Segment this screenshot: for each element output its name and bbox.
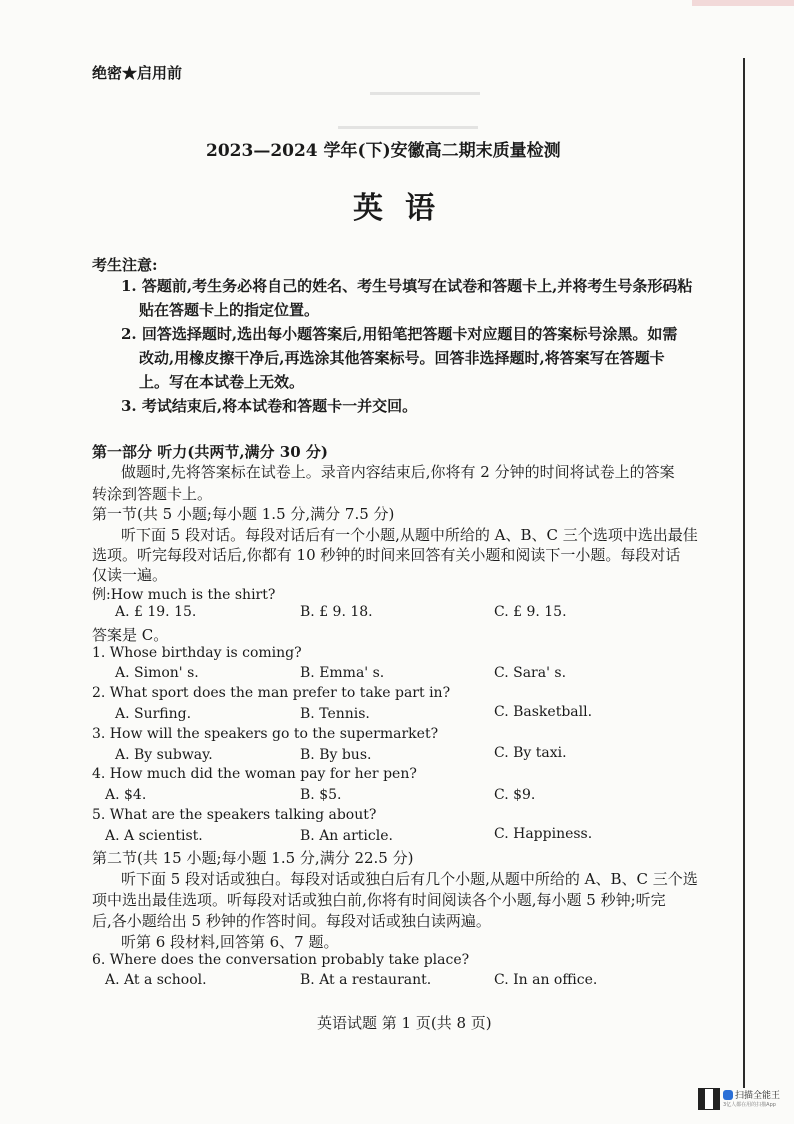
question-6: 6. Where does the conversation probably take place? xyxy=(92,952,470,968)
question-4: 4. How much did the woman pay for her pen? xyxy=(92,766,417,782)
q1-option-c: C. Sara' s. xyxy=(494,665,567,681)
notice-line: 2. 回答选择题时,选出每小题答案后,用铅笔把答题卡对应题目的答案标号涂黑。如需 xyxy=(121,325,678,343)
question-3: 3. How will the speakers go to the supermarket? xyxy=(92,726,439,742)
q6-option-b: B. At a restaurant. xyxy=(300,972,432,988)
q1-option-a: A. Simon' s. xyxy=(115,665,199,681)
scanner-app-name: 扫描全能王 xyxy=(735,1091,781,1101)
notice-line: 改动,用橡皮擦干净后,再选涂其他答案标号。回答非选择题时,将答案写在答题卡 xyxy=(139,349,665,367)
part1-intro-line: 转涂到答题卡上。 xyxy=(92,485,213,503)
q5-option-c: C. Happiness. xyxy=(494,826,593,842)
section2-instruction: 后,各小题给出 5 秒钟的作答时间。每段对话或独白读两遍。 xyxy=(92,912,491,930)
scanner-logo-icon xyxy=(723,1090,733,1100)
example-option-c: C. £ 9. 15. xyxy=(494,604,567,620)
section1-instruction: 听下面 5 段对话。每段对话后有一个小题,从题中所给的 A、B、C 三个选项中选出最佳 xyxy=(121,526,698,544)
notice-heading: 考生注意: xyxy=(92,256,158,274)
exam-title: 2023—2024 学年(下)安徽高二期末质量检测 xyxy=(206,141,561,161)
top-edge-mark xyxy=(692,0,794,6)
q4-option-b: B. $5. xyxy=(300,787,342,803)
q2-option-c: C. Basketball. xyxy=(494,704,593,720)
q6-option-a: A. At a school. xyxy=(105,972,207,988)
q6-option-c: C. In an office. xyxy=(494,972,598,988)
page-footer: 英语试题 第 1 页(共 8 页) xyxy=(317,1014,492,1032)
qr-code-icon xyxy=(698,1088,720,1110)
q5-option-b: B. An article. xyxy=(300,828,393,844)
q1-option-b: B. Emma' s. xyxy=(300,665,385,681)
confidential-label: 绝密★启用前 xyxy=(92,64,183,82)
part1-intro-line: 做题时,先将答案标在试卷上。录音内容结束后,你将有 2 分钟的时间将试卷上的答案 xyxy=(121,463,675,481)
notice-line: 上。写在本试卷上无效。 xyxy=(139,373,305,391)
q3-option-b: B. By bus. xyxy=(300,747,372,763)
part1-heading: 第一部分 听力(共两节,满分 30 分) xyxy=(92,443,328,461)
section2-heading: 第二节(共 15 小题;每小题 1.5 分,满分 22.5 分) xyxy=(92,849,414,867)
q2-option-b: B. Tennis. xyxy=(300,706,370,722)
question-2: 2. What sport does the man prefer to take part in? xyxy=(92,685,451,701)
q4-option-c: C. $9. xyxy=(494,787,536,803)
q4-option-a: A. $4. xyxy=(105,787,147,803)
question-1: 1. Whose birthday is coming? xyxy=(92,645,302,661)
section2-instruction: 项中选出最佳选项。听每段对话或独白前,你将有时间阅读各个小题,每小题 5 秒钟;听完 xyxy=(92,891,666,909)
example-option-b: B. £ 9. 18. xyxy=(300,604,373,620)
section1-instruction: 仅读一遍。 xyxy=(92,566,168,584)
notice-line: 3. 考试结束后,将本试卷和答题卡一并交回。 xyxy=(121,397,418,415)
bleed-through-mark xyxy=(370,92,480,95)
example-answer: 答案是 C。 xyxy=(92,626,169,644)
subject-title: 英语 xyxy=(353,191,457,226)
q3-option-c: C. By taxi. xyxy=(494,745,567,761)
material-6-instruction: 听第 6 段材料,回答第 6、7 题。 xyxy=(121,933,339,951)
section1-instruction: 选项。听完每段对话后,你都有 10 秒钟的时间来回答有关小题和阅读下一小题。每段对话 xyxy=(92,546,681,564)
scanner-app-tagline: 3亿人都在用的扫描App xyxy=(723,1102,776,1108)
notice-line: 贴在答题卡上的指定位置。 xyxy=(139,301,320,319)
q2-option-a: A. Surfing. xyxy=(115,706,192,722)
scanner-watermark xyxy=(723,1088,787,1110)
notice-line: 1. 答题前,考生务必将自己的姓名、考生号填写在试卷和答题卡上,并将考生号条形码粘 xyxy=(121,277,693,295)
example-question: 例:How much is the shirt? xyxy=(92,587,276,603)
section1-heading: 第一节(共 5 小题;每小题 1.5 分,满分 7.5 分) xyxy=(92,505,395,523)
question-5: 5. What are the speakers talking about? xyxy=(92,807,377,823)
q3-option-a: A. By subway. xyxy=(115,747,213,763)
section2-instruction: 听下面 5 段对话或独白。每段对话或独白后有几个小题,从题中所给的 A、B、C 三个选 xyxy=(121,870,698,888)
bleed-through-mark xyxy=(338,126,478,129)
q5-option-a: A. A scientist. xyxy=(105,828,203,844)
page-margin-rule xyxy=(743,58,745,1088)
example-option-a: A. £ 19. 15. xyxy=(115,604,197,620)
